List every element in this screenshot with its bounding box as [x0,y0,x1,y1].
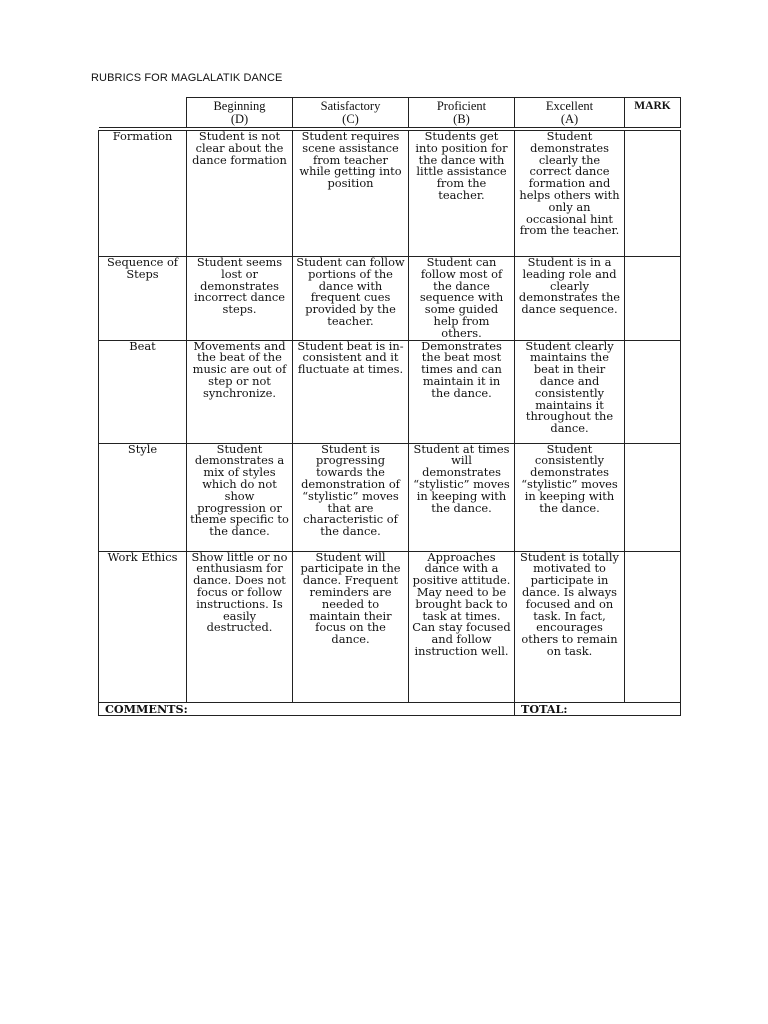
footer-row [99,702,681,715]
rubric-row-formation [99,131,681,257]
rubric-cell: Student can follow most of the dance sequence with some guided help from others. [409,257,515,341]
header-satisfactory: Satisfactory (C) [293,98,409,128]
rubric-cell: Show little or no enthusiasm for dance. Does not focus or follow instructions. Is easily destructed. [187,551,293,702]
rubric-cell: Student requires scene assistance from teacher while getting into position [293,131,409,257]
rubric-cell: Student is progressing towards the demonstration of “stylistic” moves that are characteristic of the dance. [293,443,409,551]
rubric-cell: Student is totally motivated to participate in dance. Is always focused and on task. In fact, encourages others to remain on task. [515,551,625,702]
rubric-cell: Student demonstrates a mix of styles which do not show progression or theme specific to the dance. [187,443,293,551]
criterion-label: Formation [99,131,187,257]
rubric-cell: Student will participate in the dance. Frequent reminders are needed to maintain their focus on the dance. [293,551,409,702]
rubric-cell: Student beat is in-consistent and it fluctuate at times. [293,340,409,443]
mark-cell [625,340,681,443]
header-row [99,98,681,128]
rubric-cell: Approaches dance with a positive attitude. May need to be brought back to task at times. Can stay focused and follow instruction well. [409,551,515,702]
criterion-label: Sequence of Steps [99,257,187,341]
rubric-cell: Student demonstrates clearly the correct dance formation and helps others with only an occasional hint from the teacher. [515,131,625,257]
mark-cell [625,257,681,341]
rubric-cell: Movements and the beat of the music are out of step or not synchronize. [187,340,293,443]
criterion-label: Beat [99,340,187,443]
rubric-row-style [99,443,681,551]
rubric-cell: Student consistently demonstrates “stylistic” moves in keeping with the dance. [515,443,625,551]
rubric-cell: Demonstrates the beat most times and can maintain it in the dance. [409,340,515,443]
comments-label: COMMENTS: [99,702,515,715]
header-blank-cell [99,98,187,128]
rubric-cell: Students get into position for the dance with little assistance from the teacher. [409,131,515,257]
criterion-label: Work Ethics [99,551,187,702]
mark-cell [625,131,681,257]
header-excellent: Excellent (A) [515,98,625,128]
header-mark: MARK [625,98,681,128]
rubric-cell: Student at times will demonstrates “stylistic” moves in keeping with the dance. [409,443,515,551]
rubric-row-beat [99,340,681,443]
rubric-cell: Student seems lost or demonstrates incorrect dance steps. [187,257,293,341]
mark-cell [625,443,681,551]
document-title: RUBRICS FOR MAGLALATIK DANCE [91,72,283,84]
header-proficient: Proficient (B) [409,98,515,128]
criterion-label: Style [99,443,187,551]
total-label: TOTAL: [515,702,681,715]
rubric-table [98,97,681,716]
rubric-cell: Student clearly maintains the beat in their dance and consistently maintains it throughout the dance. [515,340,625,443]
mark-cell [625,551,681,702]
rubric-cell: Student is in a leading role and clearly demonstrates the dance sequence. [515,257,625,341]
header-beginning: Beginning (D) [187,98,293,128]
rubric-cell: Student can follow portions of the dance with frequent cues provided by the teacher. [293,257,409,341]
rubric-row-work-ethics [99,551,681,702]
rubric-cell: Student is not clear about the dance formation [187,131,293,257]
rubric-row-sequence-of-steps [99,257,681,341]
